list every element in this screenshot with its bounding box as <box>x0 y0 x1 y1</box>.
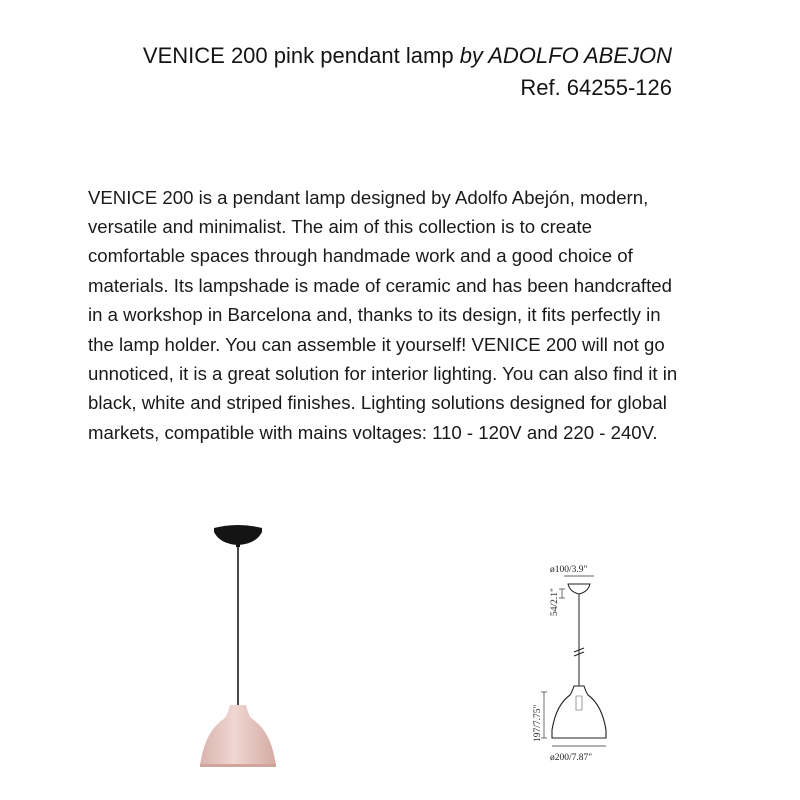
designer-name: by ADOLFO ABEJON <box>459 43 672 68</box>
product-description: VENICE 200 is a pendant lamp designed by Adolfo Abejón, modern, versatile and minimalist. The aim of this collection is to create comfortable spaces through handmade work and a good choice of materials. Its lampshade is made of ceramic and has been handcrafted in a workshop in Barcelona and, thanks to its design, it fits perfectly in the lamp holder. You can assemble it yourself! VENICE 200 will not go unnoticed, it is a great solution for interior lighting. You can also find it in black, white and striped finishes. Lighting solutions designed for global markets, compatible with mains voltages: 110 - 120V and 220 - 240V. <box>88 186 678 443</box>
canopy-outline <box>568 584 590 594</box>
product-name: VENICE 200 pink pendant lamp <box>142 43 454 68</box>
shade-height-label: 197/7.75" <box>533 704 543 742</box>
shade-outline <box>552 686 606 738</box>
title-line <box>143 40 672 72</box>
shade-diameter-label: ø200/7.87" <box>550 753 593 763</box>
product-reference: Ref. 64255-126 <box>520 75 672 100</box>
lamp-shade <box>200 705 276 764</box>
ceiling-canopy <box>214 525 262 545</box>
dimension-drawing <box>520 560 640 800</box>
lamp-product-image <box>178 520 298 800</box>
product-header <box>143 40 672 104</box>
canopy-diameter-label: ø100/3.9" <box>550 565 588 575</box>
canopy-height-label: 54/2.1" <box>550 588 560 616</box>
